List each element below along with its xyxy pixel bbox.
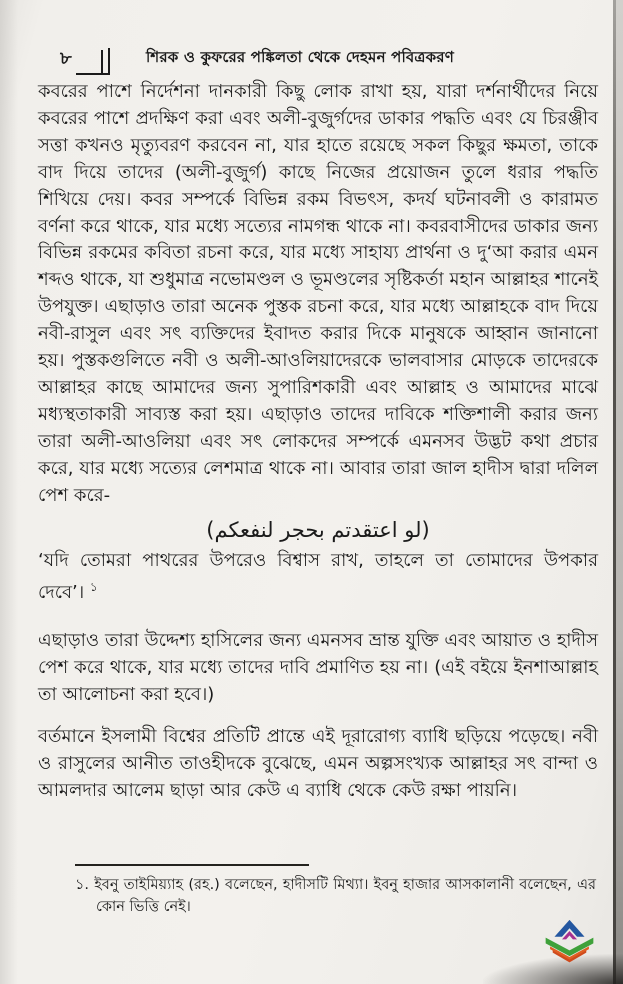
page-curve-shading <box>0 0 18 984</box>
footnote-text: ১. ইবনু তাইমিয়্যাহ (রহ.) বলেছেন, হাদীসটি মিথ্যা। ইবনু হাজার আসকালানী বলেছেন, এর কোন ভিত্তি নেই। <box>75 877 596 915</box>
page-number-ornament-icon <box>76 47 116 77</box>
arabic-quote: (لو اعتقدتم بحجر لنفعكم) <box>206 517 430 542</box>
page-number: ৮ <box>60 48 72 69</box>
paragraph: কবরের পাশে নির্দেশনা দানকারী কিছু লোক রাখা হয়, যারা দর্শনার্থীদের নিয়ে কবরের পাশে প্রদক্ষিণ করা এবং অলী-বুজুর্গদের ডাকার পদ্ধতি এবং যে চিরঞ্জীব সত্তা কখনও মৃত্যুবরণ করবেন না, যার হাতে রয়েছে সকল কিছুর ক্ষমতা, তাকে বাদ দিয়ে তাদের (অলী-বুজুর্গ) কাছে নিজের প্রয়োজন তুলে ধরার পদ্ধতি শিখিয়ে দেয়। কবর সম্পর্কে বিভিন্ন রকম বিভৎস, কদর্য ঘটনাবলী ও কারামত বর্ণনা করে থাকে, যার মধ্যে সত্যের নামগন্ধ থাকে না। কবরবাসীদের ডাকার জন্য বিভিন্ন রকমের কবিতা রচনা করে, যার মধ্যে সাহায্য প্রার্থনা ও দু‘আ করার এমন শব্দও থাকে, যা শুধুমাত্র নভোমণ্ডল ও ভূমণ্ডলের সৃষ্টিকর্তা মহান আল্লাহর শানেই উপযুক্ত। এছাড়াও তারা অনেক পুস্তক রচনা করে, যার মধ্যে আল্লাহকে বাদ দিয়ে নবী-রাসুল এবং সৎ ব্যক্তিদের ইবাদত করার দিকে মানুষকে আহ্বান জানানো হয়। পুস্তকগুলিতে নবী ও অলী-আওলিয়াদেরকে ভালবাসার মোড়কে তাদেরকে আল্লাহর কাছে আমাদের জন্য সুপারিশকারী এবং আল্লাহ ও আমাদের মাঝে মধ্যস্থতাকারী সাব্যস্ত করা হয়। এছাড়াও তাদের দাবিকে শক্তিশালী করার জন্য তারা অলী-আওলিয়া এবং সৎ লোকদের সম্পর্কে এমনসব উদ্ভট কথা প্রচার করে, যার মধ্যে সত্যের লেশমাত্র থাকে না। আবার তারা জাল হাদীস দ্বারা দলিল পেশ করে- <box>38 81 598 506</box>
page-header <box>0 42 600 71</box>
page-body <box>38 79 598 805</box>
running-header-title: শিরক ও কুফরের পঙ্কিলতা থেকে দেহমন পবিত্রকরণ <box>145 48 454 66</box>
paragraph: এছাড়াও তারা উদ্দেশ্য হাসিলের জন্য এমনসব ভ্রান্ত যুক্তি এবং আয়াত ও হাদীস পেশ করে থাকে, যার মধ্যে তাদের দাবি প্রমাণিত হয় না। (এই বইয়ে ইনশাআল্লাহ তা আলোচনা করা হবে।) <box>38 630 598 706</box>
quote-translation <box>38 548 598 608</box>
open-book-publisher-logo-icon <box>543 918 596 966</box>
footnote-separator-line <box>75 864 309 866</box>
footnote-section <box>75 864 596 918</box>
page-number-block <box>60 44 116 77</box>
book-edge-strip <box>616 0 623 984</box>
footnote-reference-marker: ১ <box>89 580 98 595</box>
paragraph: বর্তমানে ইসলামী বিশ্বের প্রতিটি প্রান্তে এই দূরারোগ্য ব্যাধি ছড়িয়ে পড়েছে। নবী ও রাসুলের আনীত তাওহীদকে বুঝেছে, এমন অল্পসংখ্যক আল্লাহর সৎ বান্দা ও আমলদার আলেম ছাড়া আর কেউ এ ব্যাধি থেকে কেউ রক্ষা পায়নি। <box>38 726 598 801</box>
quote-translation-text: ‘যদি তোমরা পাথরের উপরেও বিশ্বাস রাখ, তাহলে তা তোমাদের উপকার দেবে’। <box>38 549 598 604</box>
